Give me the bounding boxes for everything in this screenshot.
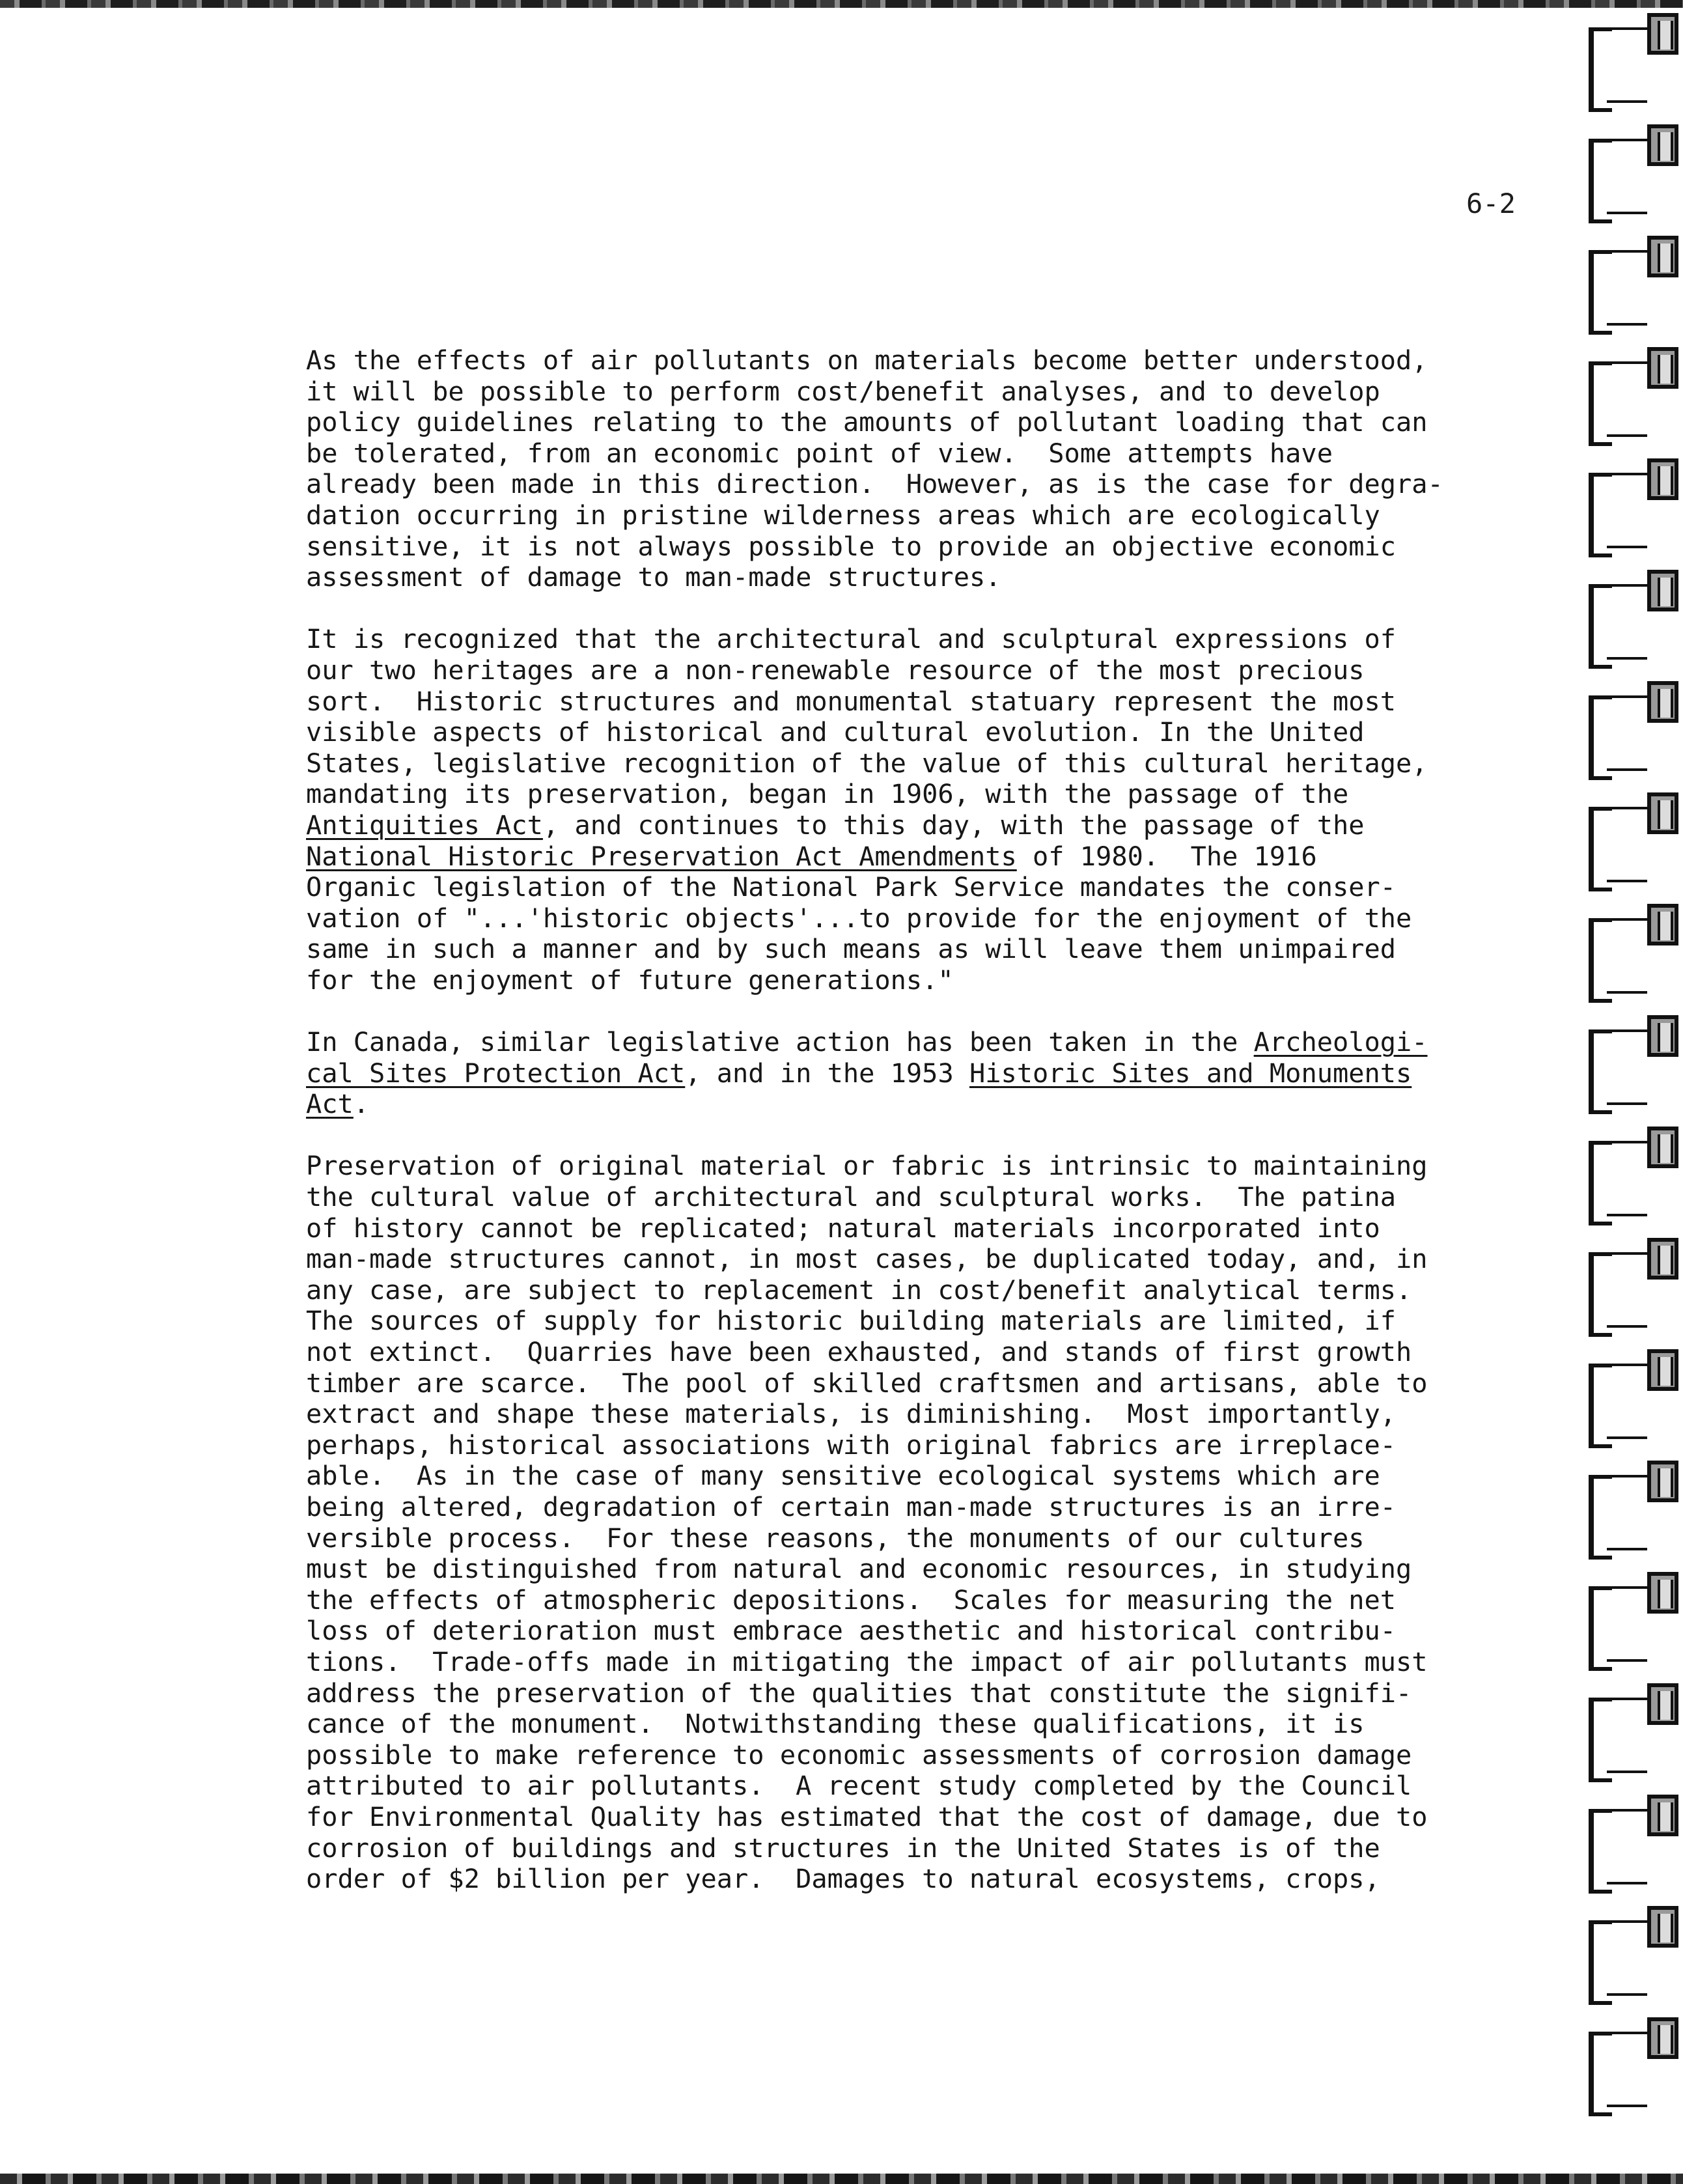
text-run: corrosion of buildings and structures in the United States is of the (306, 1832, 1380, 1864)
text-run: policy guidelines relating to the amounts of pollutant loading that can (306, 407, 1428, 438)
text-run: address the preservation of the qualities that constitute the signifi- (306, 1677, 1412, 1709)
text-run: , and in the 1953 (685, 1057, 969, 1089)
paragraph (306, 624, 1452, 996)
text-run: tions. Trade-offs made in mitigating the impact of air pollutants must (306, 1646, 1428, 1677)
binding-ring (1582, 1906, 1683, 2004)
body-text (306, 345, 1452, 1895)
text-run: timber are scarce. The pool of skilled craftsmen and artisans, able to (306, 1367, 1428, 1399)
text-run: be tolerated, from an economic point of view. Some attempts have (306, 438, 1333, 469)
text-run: extract and shape these materials, is diminishing. Most importantly, (306, 1399, 1396, 1430)
underlined-title: Historic Sites and Monuments (969, 1057, 1412, 1089)
text-run: possible to make reference to economic assessments of corrosion damage (306, 1739, 1412, 1771)
text-run: As the effects of air pollutants on materials become better understood, (306, 345, 1428, 376)
binding-ring (1582, 1795, 1683, 1892)
binding-ring (1582, 1572, 1683, 1670)
text-run: cance of the monument. Notwithstanding these qualifications, it is (306, 1709, 1365, 1740)
binding-ring (1582, 1015, 1683, 1113)
underlined-title: National Historic Preservation Act Amendments (306, 841, 1017, 872)
text-run: our two heritages are a non-renewable resource of the most precious (306, 654, 1365, 686)
text-run: it will be possible to perform cost/benefit analyses, and to develop (306, 376, 1380, 407)
binding-ring (1582, 1461, 1683, 1558)
text-run: It is recognized that the architectural and sculptural expressions of (306, 624, 1396, 655)
text-run: the effects of atmospheric depositions. Scales for measuring the net (306, 1584, 1396, 1616)
binding-ring (1582, 347, 1683, 445)
binding-ring (1582, 1683, 1683, 1781)
text-run: must be distinguished from natural and economic resources, in studying (306, 1554, 1412, 1585)
binding-ring (1582, 13, 1683, 111)
text-run: man-made structures cannot, in most cases, be duplicated today, and, in (306, 1244, 1428, 1275)
binding-ring (1582, 792, 1683, 890)
text-run: sensitive, it is not always possible to provide an objective economic (306, 531, 1396, 562)
text-run: same in such a manner and by such means as will leave them unimpaired (306, 934, 1396, 965)
text-run: Organic legislation of the National Park Service mandates the conser- (306, 872, 1396, 903)
text-run: the cultural value of architectural and sculptural works. The patina (306, 1182, 1396, 1213)
text-run: In Canada, similar legislative action has been taken in the (306, 1027, 1254, 1058)
binding-ring (1582, 1349, 1683, 1447)
text-run: order of $2 billion per year. Damages to natural ecosystems, crops, (306, 1864, 1380, 1895)
text-run: already been made in this direction. However, as is the case for degra- (306, 469, 1443, 500)
text-run: attributed to air pollutants. A recent study completed by the Council (306, 1771, 1412, 1802)
text-run: versible process. For these reasons, the monuments of our cultures (306, 1522, 1365, 1554)
page-number: 6-2 (1466, 188, 1516, 219)
text-run: mandating its preservation, began in 1906, with the passage of the (306, 779, 1349, 810)
binding-ring (1582, 904, 1683, 1001)
binding-ring (1582, 124, 1683, 222)
text-run: for Environmental Quality has estimated that the cost of damage, due to (306, 1801, 1428, 1832)
text-run: of history cannot be replicated; natural materials incorporated into (306, 1212, 1380, 1244)
underlined-title: Act (306, 1089, 354, 1120)
binding-ring (1582, 236, 1683, 333)
text-run: Preservation of original material or fabric is intrinsic to maintaining (306, 1151, 1428, 1182)
text-run: any case, are subject to replacement in cost/benefit analytical terms. (306, 1274, 1412, 1306)
text-run: . (353, 1089, 370, 1120)
text-run: loss of deterioration must embrace aesthetic and historical contribu- (306, 1616, 1396, 1647)
text-run: of 1980. The 1916 (1016, 841, 1317, 872)
text-run: visible aspects of historical and cultural evolution. In the United (306, 717, 1365, 748)
text-run: , and continues to this day, with the passage of the (542, 809, 1365, 841)
text-run: able. As in the case of many sensitive ecological systems which are (306, 1461, 1380, 1492)
underlined-title: cal Sites Protection Act (306, 1057, 686, 1089)
text-run: assessment of damage to man-made structures. (306, 562, 1001, 593)
text-run: for the enjoyment of future generations." (306, 964, 954, 996)
text-run: not extinct. Quarries have been exhausted, and stands of first growth (306, 1337, 1412, 1367)
text-run: vation of "...'historic objects'...to provide for the enjoyment of the (306, 903, 1412, 934)
binding-ring (1582, 1127, 1683, 1224)
text-run: dation occurring in pristine wilderness areas which are ecologically (306, 499, 1380, 531)
text-run: The sources of supply for historic building materials are limited, if (306, 1306, 1396, 1337)
text-run: sort. Historic structures and monumental statuary represent the most (306, 686, 1396, 717)
spiral-binding (1582, 0, 1683, 2184)
underlined-title: Archeologi- (1253, 1027, 1428, 1058)
text-run: perhaps, historical associations with original fabrics are irreplace- (306, 1429, 1396, 1461)
binding-ring (1582, 570, 1683, 667)
binding-ring (1582, 2017, 1683, 2115)
paragraph (306, 345, 1452, 593)
text-run: being altered, degradation of certain man-made structures is an irre- (306, 1491, 1396, 1522)
paragraph (306, 1027, 1452, 1120)
binding-ring (1582, 458, 1683, 556)
scan-top-edge (0, 0, 1683, 8)
underlined-title: Antiquities Act (306, 809, 543, 841)
text-run: States, legislative recognition of the value of this cultural heritage, (306, 748, 1428, 779)
paragraph (306, 1151, 1452, 1894)
binding-ring (1582, 1238, 1683, 1336)
binding-ring (1582, 681, 1683, 779)
scan-bottom-edge (0, 2174, 1683, 2184)
